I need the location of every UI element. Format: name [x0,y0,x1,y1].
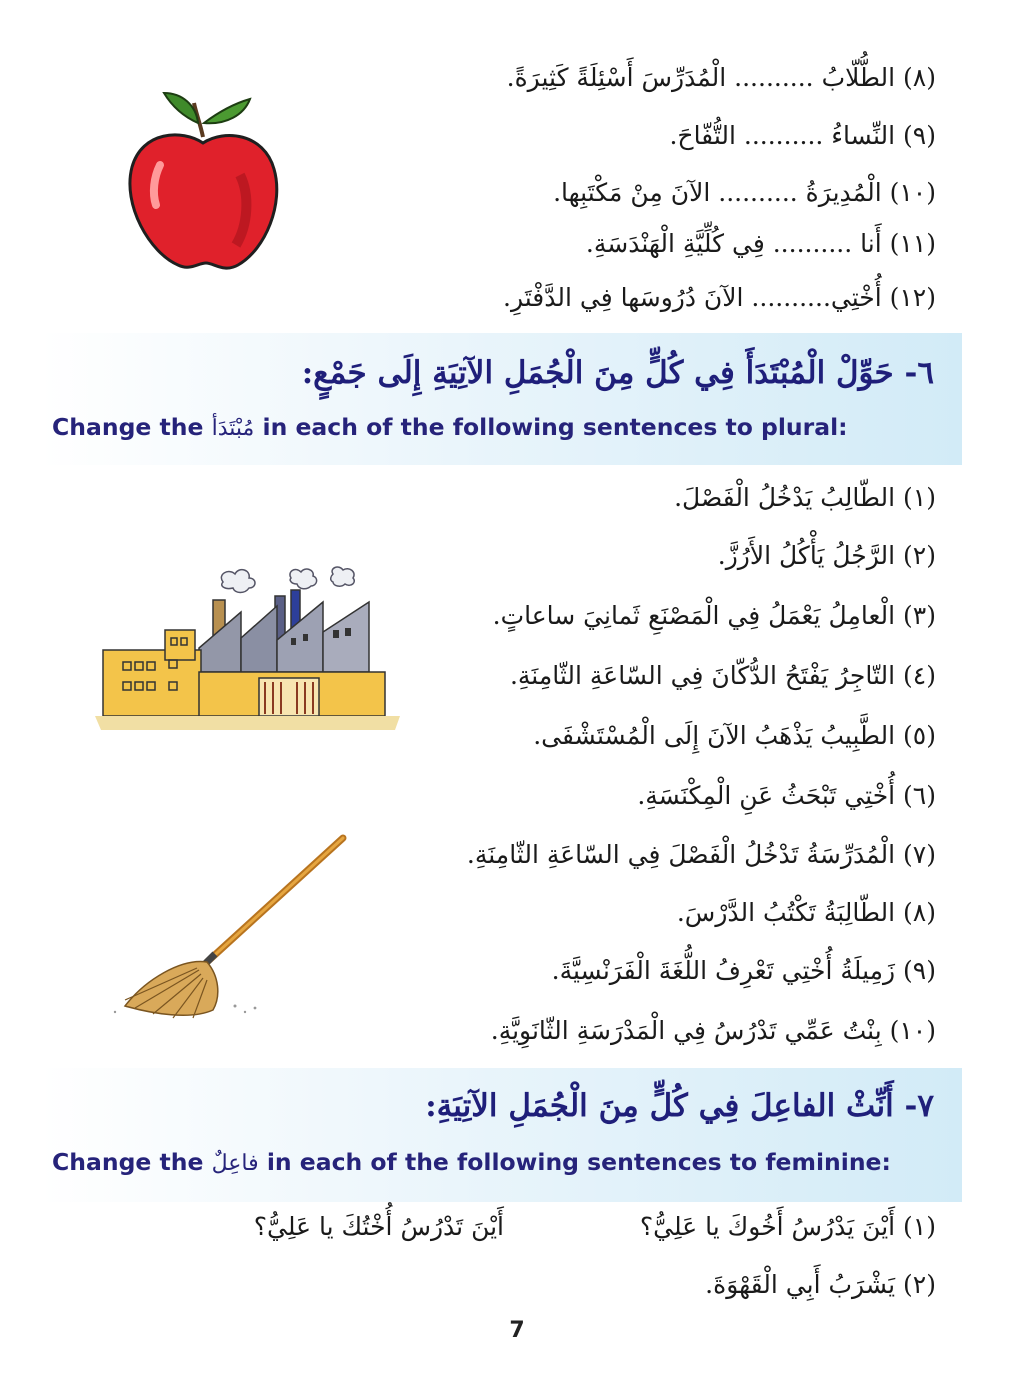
exercise-line: (٦) أُخْتِي تَبْحَثُ عَنِ الْمِكْنَسَةِ. [637,781,936,810]
exercise-line: (٣) الْعامِلُ يَعْمَلُ فِي الْمَصْنَعِ ثَمانِيَ ساعاتٍ. [492,601,936,630]
exercise-line: (٢) يَشْرَبُ أَبِي الْقَهْوَةَ. [705,1270,936,1299]
exercise-line: (١٢) أُخْتِي.......... الآنَ دُرُوسَها فِي الدَّفْتَرِ. [503,283,936,312]
exercise-line: (١) الطّالِبُ يَدْخُلُ الْفَصْلَ. [674,483,936,512]
section-6-title: ٦- حَوِّلْ الْمُبْتَدَأَ فِي كُلٍّ مِنَ الْجُمَلِ الآتِيَةِ إِلَى جَمْعٍ: [301,355,934,391]
exercise-line: (٨) الطُّلّابُ .......... الْمُدَرِّسَ أَسْئِلَةً كَثِيرَةً. [506,63,936,92]
page-number: 7 [509,1318,525,1343]
exercise-line: (٩) النِّساءُ .......... التُّفّاحَ. [669,121,936,150]
fail-term: فاعِلٌ [211,1151,259,1176]
exercise-line: (٢) الرَّجُلُ يَأْكُلُ الأَرُزَّ. [717,541,936,570]
mubtada-term: مُبْتَدَأ [211,416,255,441]
factory-illustration [95,560,405,740]
exercise-line: (٨) الطّالِبَةُ تَكْتُبُ الدَّرْسَ. [676,898,936,927]
exercise-line: (٤) التّاجِرُ يَفْتَحُ الدُّكّانَ فِي السّاعَةِ الثّامِنَةِ. [509,661,936,690]
exercise-line: (٩) زَمِيلَةُ أُخْتِي تَعْرِفُ اللُّغَةَ الْفَرَنْسِيَّةَ. [551,956,936,985]
example-question: (١) أَيْنَ يَدْرُسُ أَخُوكَ يا عَلِيُّ؟ [639,1212,936,1241]
exercise-line: (٥) الطَّبِيبُ يَذْهَبُ الآنَ إِلَى الْمُسْتَشْفَى. [533,721,936,750]
section-7-title: ٧- أَنِّثْ الفاعِلَ فِي كُلٍّ مِنَ الْجُمَلِ الآتِيَةِ: [425,1088,934,1124]
section-6-instruction: Change the مُبْتَدَأ in each of the following sentences to plural: [52,413,848,441]
exercise-line: (١٠) الْمُدِيرَةُ .......... الآنَ مِنْ مَكْتَبِها. [553,178,936,207]
section-7-instruction: Change the فاعِلٌ in each of the following sentences to feminine: [52,1148,891,1176]
exercise-line: (١٠) بِنْتُ عَمِّي تَدْرُسُ فِي الْمَدْرَسَةِ الثّانَوِيَّةِ. [490,1016,936,1045]
broom-illustration [95,830,355,1030]
section-6-header [40,333,962,465]
exercise-line: (٧) الْمُدَرِّسَةُ تَدْخُلُ الْفَصْلَ فِي السّاعَةِ الثّامِنَةِ. [466,840,936,869]
apple-illustration [120,85,290,285]
example-answer: أَيْنَ تَدْرُسُ أُخْتُكَ يا عَلِيُّ؟ [253,1212,504,1241]
section-7-header [40,1068,962,1202]
exercise-line: (١١) أَنا .......... فِي كُلِّيَّةِ الْهَنْدَسَةِ. [585,229,936,258]
